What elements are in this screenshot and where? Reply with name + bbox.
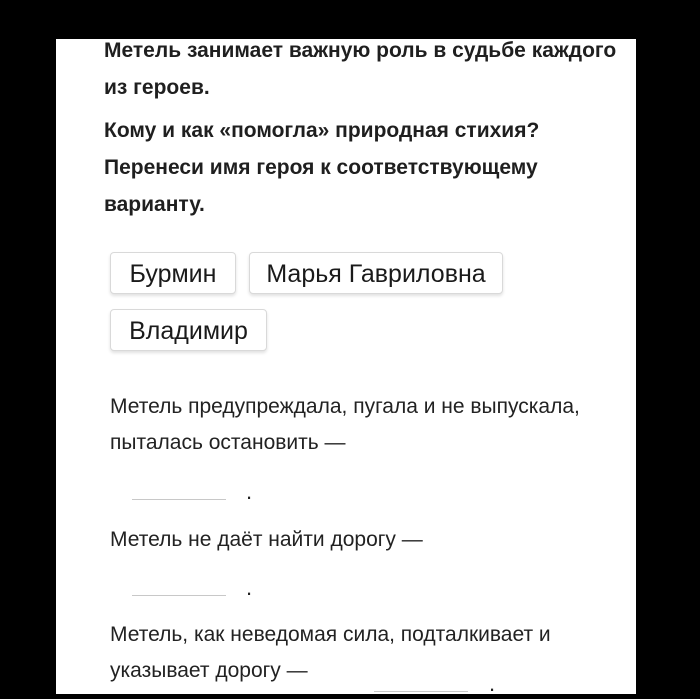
task-intro: Метель занимает важную роль в судьбе каждого из героев. (104, 39, 617, 99)
answer-drop-slot-3[interactable] (374, 691, 468, 692)
statement-1-period: . (246, 479, 253, 504)
statement-3-text: Метель, как неведомая сила, подталкивает и указывает дорогу — (110, 623, 551, 682)
statement-2-text: Метель не даёт найти дорогу — (110, 528, 423, 551)
task-question: Кому и как «помогла» природная стихия? Перенеси имя героя к соответствующему варианту. (104, 119, 540, 216)
answer-drop-slot-2[interactable] (132, 595, 226, 596)
option-chip-vladimir[interactable]: Владимир (110, 309, 267, 351)
option-chip-marya-gavrilovna[interactable]: Марья Гавриловна (249, 252, 503, 294)
statement-2-period: . (246, 575, 253, 600)
statement-3-period: . (489, 671, 496, 694)
exercise-card (56, 39, 636, 694)
option-chip-burmin[interactable]: Бурмин (110, 252, 236, 294)
statement-1-text: Метель предупреждала, пугала и не выпускала, пыталась остановить — (110, 395, 580, 454)
answer-drop-slot-1[interactable] (132, 499, 226, 500)
